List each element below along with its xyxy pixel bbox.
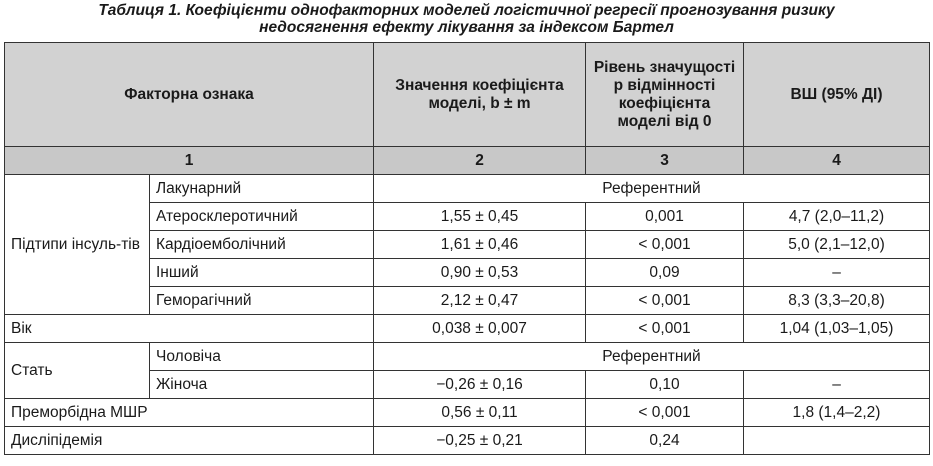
coefficient-cell: 0,56 ± 0,11 xyxy=(374,399,586,427)
column-number-2: 2 xyxy=(374,147,586,175)
p-value-cell: 0,10 xyxy=(586,371,744,399)
odds-ratio-cell: 4,7 (2,0–11,2) xyxy=(744,203,930,231)
odds-ratio-cell: – xyxy=(744,259,930,287)
coefficient-cell: −0,25 ± 0,21 xyxy=(374,427,586,455)
coefficient-cell: 0,038 ± 0,007 xyxy=(374,315,586,343)
table-row xyxy=(5,175,930,203)
group-sex: Стать xyxy=(5,343,150,399)
header-significance: Рівень значущості p відмінності коефіцієнта моделі від 0 xyxy=(586,43,744,147)
row-label: Кардіоемболічний xyxy=(150,231,374,259)
p-value-cell: 0,24 xyxy=(586,427,744,455)
coefficient-cell: 2,12 ± 0,47 xyxy=(374,287,586,315)
row-label: Атеросклеротичний xyxy=(150,203,374,231)
column-number-3: 3 xyxy=(586,147,744,175)
caption-line-1: Таблиця 1. Коефіцієнти однофакторних моделей логістичної регресії прогнозування ризику xyxy=(98,2,835,19)
coefficient-cell: 1,61 ± 0,46 xyxy=(374,231,586,259)
odds-ratio-cell: 1,04 (1,03–1,05) xyxy=(744,315,930,343)
reference-cell: Референтний xyxy=(374,175,930,203)
odds-ratio-cell: 8,3 (3,3–20,8) xyxy=(744,287,930,315)
table-column-numbers-row xyxy=(5,147,930,175)
table-row xyxy=(5,399,930,427)
row-label: Чоловіча xyxy=(150,343,374,371)
header-odds-ratio: ВШ (95% ДІ) xyxy=(744,43,930,147)
coefficient-cell: 0,90 ± 0,53 xyxy=(374,259,586,287)
group-age: Вік xyxy=(5,315,374,343)
header-factor: Факторна ознака xyxy=(5,43,374,147)
group-stroke-subtypes: Підтипи інсуль-тів xyxy=(5,175,150,315)
table-row xyxy=(5,343,930,371)
p-value-cell: < 0,001 xyxy=(586,231,744,259)
coefficient-cell: −0,26 ± 0,16 xyxy=(374,371,586,399)
coefficients-table xyxy=(4,42,930,455)
row-label: Геморагічний xyxy=(150,287,374,315)
p-value-cell: 0,001 xyxy=(586,203,744,231)
reference-cell: Референтний xyxy=(374,343,930,371)
p-value-cell: < 0,001 xyxy=(586,287,744,315)
odds-ratio-cell xyxy=(744,427,930,455)
header-coefficient: Значення коефіцієнта моделі, b ± m xyxy=(374,43,586,147)
coefficient-cell: 1,55 ± 0,45 xyxy=(374,203,586,231)
column-number-4: 4 xyxy=(744,147,930,175)
group-premorbid-mrs: Преморбідна МШР xyxy=(5,399,374,427)
group-dyslipidemia: Дисліпідемія xyxy=(5,427,374,455)
table-row xyxy=(5,315,930,343)
odds-ratio-cell: – xyxy=(744,371,930,399)
p-value-cell: < 0,001 xyxy=(586,315,744,343)
caption-line-2: недосягнення ефекту лікування за індексом Бартел xyxy=(259,19,674,36)
odds-ratio-cell: 5,0 (2,1–12,0) xyxy=(744,231,930,259)
odds-ratio-cell: 1,8 (1,4–2,2) xyxy=(744,399,930,427)
table-row xyxy=(5,427,930,455)
row-label: Жіноча xyxy=(150,371,374,399)
p-value-cell: < 0,001 xyxy=(586,399,744,427)
row-label: Лакунарний xyxy=(150,175,374,203)
p-value-cell: 0,09 xyxy=(586,259,744,287)
row-label: Інший xyxy=(150,259,374,287)
column-number-1: 1 xyxy=(5,147,374,175)
table-header-row xyxy=(5,43,930,147)
table-caption xyxy=(0,2,933,36)
